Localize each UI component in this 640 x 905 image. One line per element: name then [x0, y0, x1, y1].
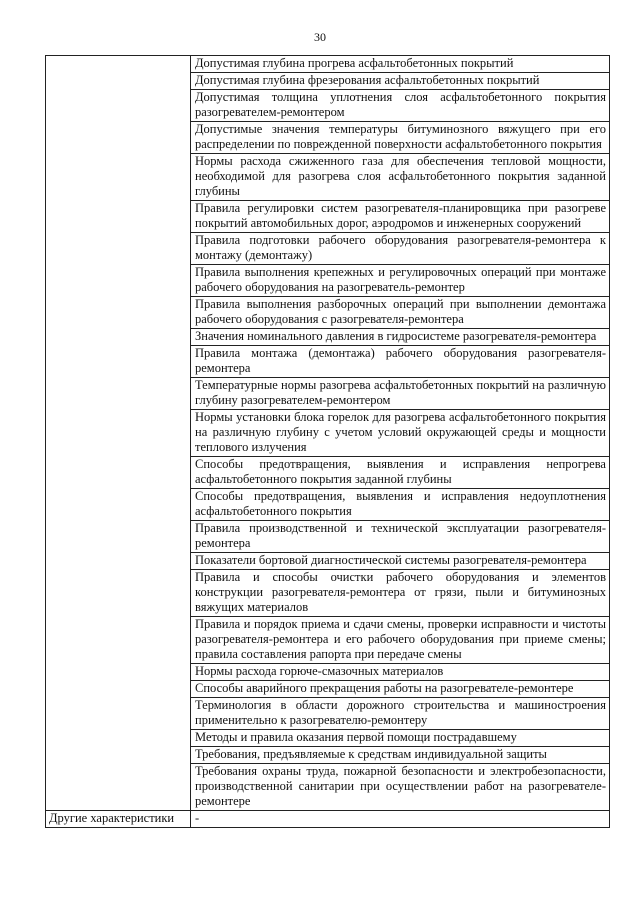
table-cell: Способы предотвращения, выявления и исправления непрогрева асфальтобетонного покрытия заданной глубины — [191, 457, 610, 489]
table-cell: Требования, предъявляемые к средствам индивидуальной защиты — [191, 747, 610, 764]
table-cell: Допустимые значения температуры битуминозного вяжущего при его распределении по поврежденной поверхности асфальтобетонного покрытия — [191, 122, 610, 154]
table-cell: Требования охраны труда, пожарной безопасности и электробезопасности, производственной санитарии при осуществлении работ на разогревателе-ремонтере — [191, 764, 610, 811]
table-cell: Правила выполнения крепежных и регулировочных операций при монтаже рабочего оборудования на разогреватель-ремонтер — [191, 265, 610, 297]
table-cell: Показатели бортовой диагностической системы разогревателя-ремонтера — [191, 553, 610, 570]
table-cell: Правила производственной и технической эксплуатации разогревателя-ремонтера — [191, 521, 610, 553]
page-number: 30 — [314, 30, 326, 44]
table-cell: Допустимая толщина уплотнения слоя асфальтобетонного покрытия разогревателем-ремонтером — [191, 90, 610, 122]
table-cell: Температурные нормы разогрева асфальтобетонных покрытий на различную глубину разогревателем-ремонтером — [191, 378, 610, 410]
table-row — [46, 56, 610, 73]
table-cell: Правила регулировки систем разогревателя-планировщика при разогреве покрытий автомобильных дорог, аэродромов и инженерных сооружений — [191, 201, 610, 233]
table-cell: Допустимая глубина прогрева асфальтобетонных покрытий — [191, 56, 610, 73]
table-cell: Правила подготовки рабочего оборудования разогревателя-ремонтера к монтажу (демонтажу) — [191, 233, 610, 265]
table-cell: Терминология в области дорожного строительства и машиностроения применительно к разогревателю-ремонтеру — [191, 698, 610, 730]
table-cell: Нормы расхода сжиженного газа для обеспечения тепловой мощности, необходимой для разогрева слоя асфальтобетонного покрытия заданной глубины — [191, 154, 610, 201]
table-cell: Способы предотвращения, выявления и исправления недоуплотнения асфальтобетонного покрытия — [191, 489, 610, 521]
other-characteristics-value: - — [191, 811, 610, 828]
table-cell: Допустимая глубина фрезерования асфальтобетонных покрытий — [191, 73, 610, 90]
table-cell: Нормы установки блока горелок для разогрева асфальтобетонного покрытия на различную глубину с учетом условий окружающей среды и мощности теплового излучения — [191, 410, 610, 457]
table-cell: Правила монтажа (демонтажа) рабочего оборудования разогревателя-ремонтера — [191, 346, 610, 378]
knowledge-label-cell — [46, 56, 191, 811]
table-row — [46, 811, 610, 828]
table-cell: Правила и способы очистки рабочего оборудования и элементов конструкции разогревателя-ремонтера от грязи, пыли и битуминозных вяжущих материалов — [191, 570, 610, 617]
requirements-table — [45, 55, 610, 828]
table-cell: Правила выполнения разборочных операций при выполнении демонтажа рабочего оборудования с разогревателя-ремонтера — [191, 297, 610, 329]
table-cell: Способы аварийного прекращения работы на разогревателе-ремонтере — [191, 681, 610, 698]
table-cell: Значения номинального давления в гидросистеме разогревателя-ремонтера — [191, 329, 610, 346]
table-cell: Нормы расхода горюче-смазочных материалов — [191, 664, 610, 681]
table-cell: Правила и порядок приема и сдачи смены, проверки исправности и чистоты разогревателя-ремонтера и его рабочего оборудования при приеме смены; правила составления рапорта при передаче смены — [191, 617, 610, 664]
table-cell: Методы и правила оказания первой помощи пострадавшему — [191, 730, 610, 747]
other-characteristics-label: Другие характеристики — [46, 811, 191, 828]
